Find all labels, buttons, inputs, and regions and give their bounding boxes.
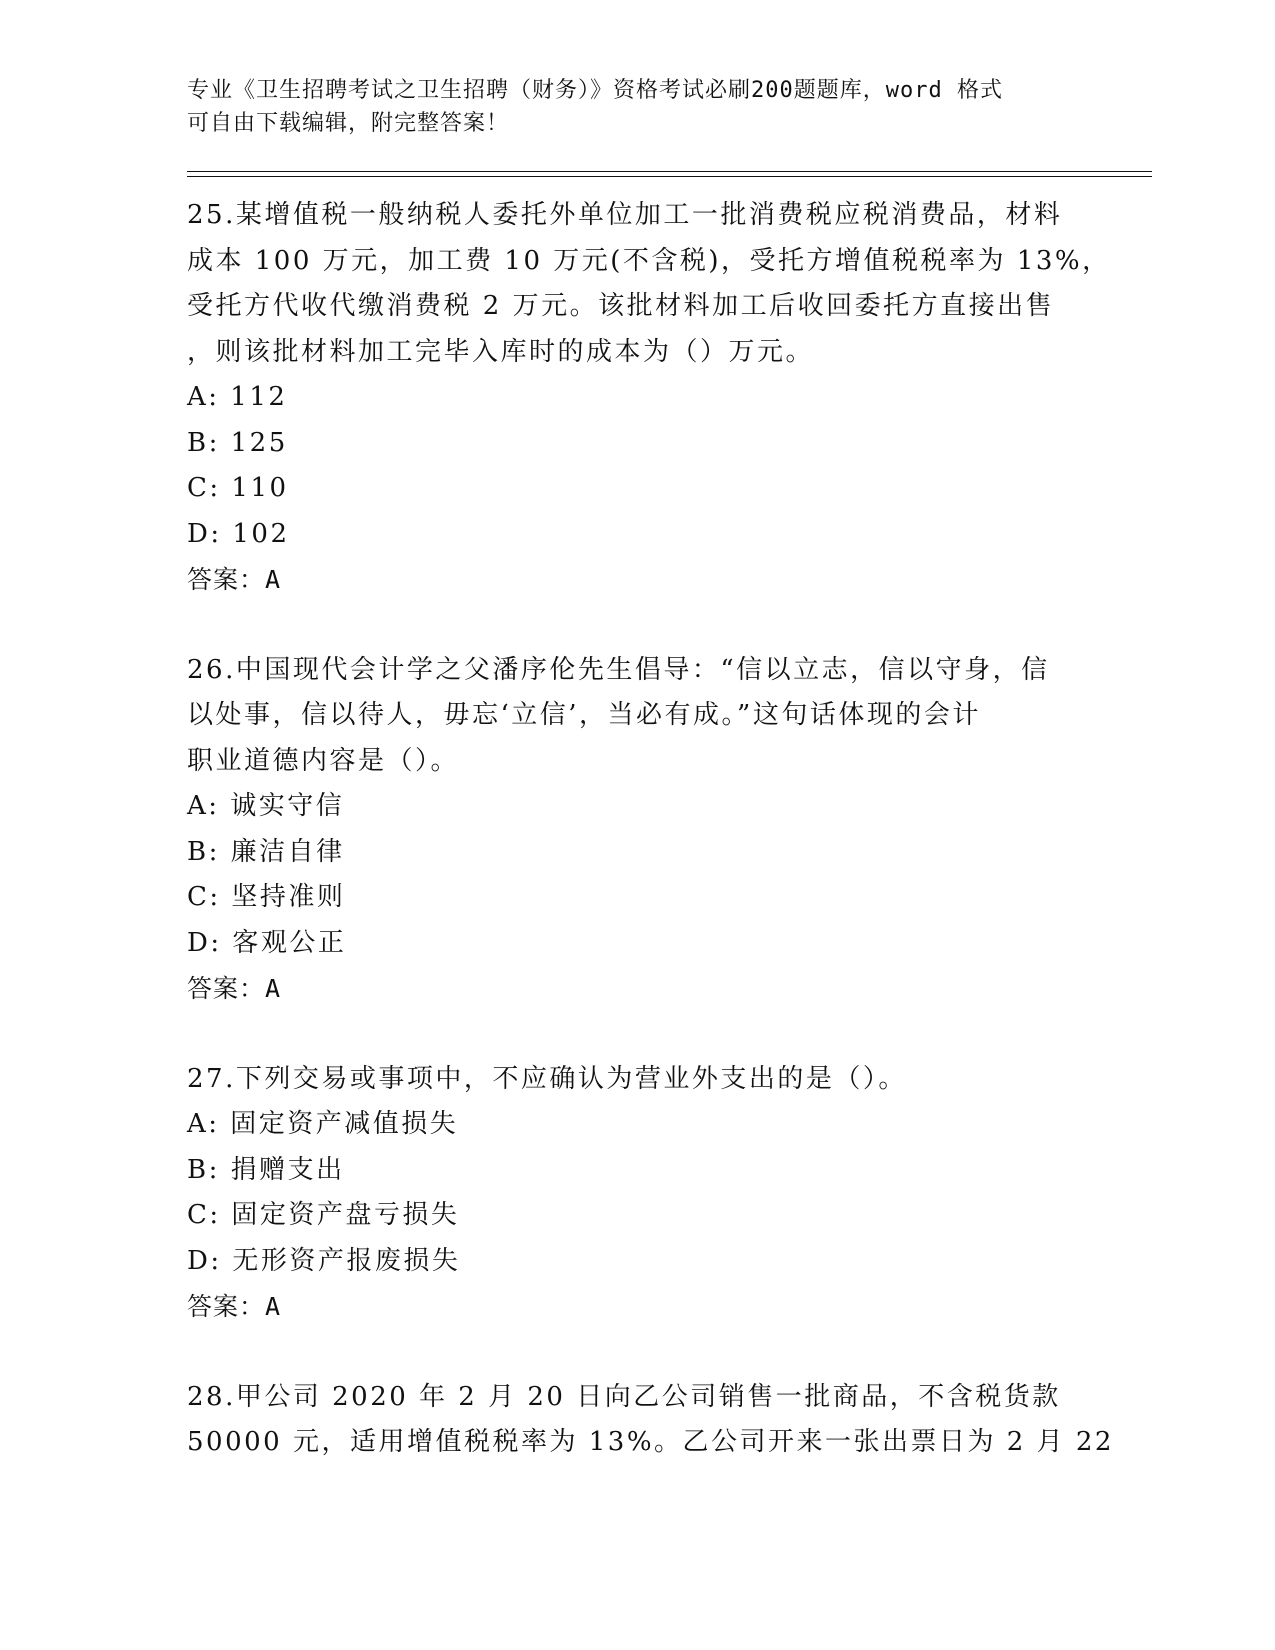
option-a: A: 固定资产减值损失: [187, 1109, 459, 1139]
question-text: 25.某增值税一般纳税人委托外单位加工一批消费税应税消费品，材料: [187, 200, 1063, 230]
option-c: C: 坚持准则: [187, 882, 346, 912]
option-b: B: 125: [187, 427, 288, 458]
header-divider-bottom: [187, 176, 1152, 177]
header-divider-top: [187, 171, 1152, 172]
question-list: [187, 193, 1114, 1511]
question-text: 27.下列交易或事项中，不应确认为营业外支出的是（）。: [187, 1063, 907, 1094]
answer-text: 答案：A: [187, 1292, 282, 1321]
question-text: 26.中国现代会计学之父潘序伦先生倡导：“信以立志，信以守身，信: [187, 654, 1050, 685]
answer-text: 答案：A: [187, 974, 282, 1003]
question-text: 28.甲公司 2020 年 2 月 20 日向乙公司销售一批商品，不含税货款: [187, 1381, 1061, 1412]
question-text: 成本 100 万元，加工费 10 万元(不含税)，受托方增值税税率为 13%，: [187, 245, 1111, 276]
option-b: B: 捐赠支出: [187, 1154, 345, 1185]
question-26: [187, 648, 1087, 1012]
option-c: C: 110: [187, 473, 289, 503]
question-27: [187, 1057, 1087, 1330]
question-text: 职业道德内容是（）。: [187, 745, 460, 776]
option-d: D: 无形资产报废损失: [187, 1245, 461, 1276]
question-text: 50000 元，适用增值税税率为 13%。乙公司开来一张出票日为 2 月 22: [187, 1427, 1114, 1457]
option-a: A: 诚实守信: [187, 791, 345, 821]
question-text: 以处事，信以待人，毋忘‘立信’，当必有成。”这句话体现的会计: [187, 700, 981, 730]
answer-text: 答案：A: [187, 565, 282, 594]
option-d: D: 102: [187, 518, 290, 549]
option-a: A: 112: [187, 382, 288, 412]
header-line: 专业《卫生招聘考试之卫生招聘（财务）》资格考试必刷200题题库，word 格式: [187, 78, 1003, 103]
question-text: ，则该批材料加工完毕入库时的成本为（）万元。: [187, 336, 815, 367]
option-c: C: 固定资产盘亏损失: [187, 1200, 460, 1230]
option-d: D: 客观公正: [187, 927, 347, 958]
question-28: [187, 1375, 1114, 1466]
document-header: [187, 74, 1067, 140]
question-25: [187, 193, 1111, 603]
header-line: 可自由下载编辑，附完整答案！: [187, 111, 510, 136]
question-text: 受托方代收代缴消费税 2 万元。该批材料加工后收回委托方直接出售: [187, 291, 1055, 321]
option-b: B: 廉洁自律: [187, 836, 345, 867]
